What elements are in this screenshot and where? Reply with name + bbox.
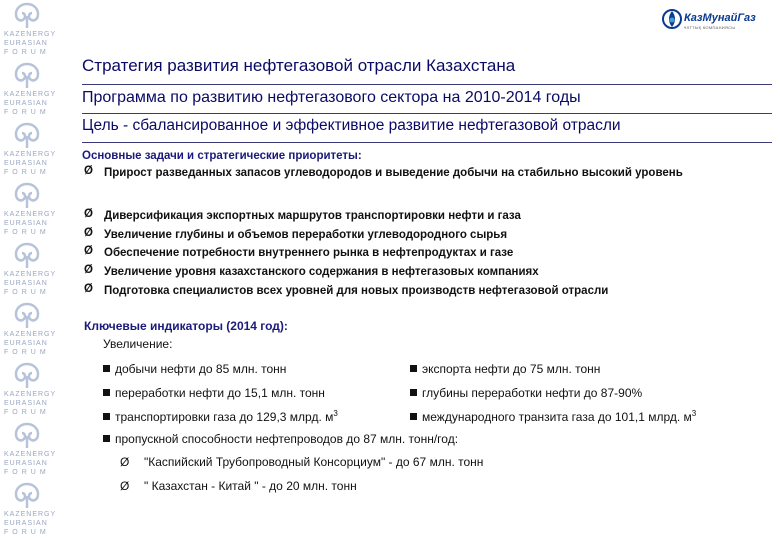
logo-name: КазМунайГаз (684, 12, 756, 24)
arrow-bullet-icon: Ø (84, 283, 93, 295)
task-text: Диверсификация экспортных маршрутов транспортировки нефти и газа (104, 210, 521, 222)
kazenergy-ornament-icon (12, 422, 42, 450)
sidebar-brand-text: EURASIAN (4, 40, 48, 47)
arrow-bullet-icon: Ø (84, 245, 93, 257)
sidebar-brand-text: FORUM (4, 169, 50, 176)
arrow-bullet-icon: Ø (84, 208, 93, 220)
pipeline-item: Ø "Каспийский Трубопроводный Консорциум" - до 67 млн. тонн (120, 455, 484, 469)
indicator-item: международного транзита газа до 101,1 млрд. $м^3$ (410, 409, 696, 424)
sidebar-brand-text: EURASIAN (4, 160, 48, 167)
square-bullet-icon (103, 365, 110, 372)
sidebar-brand-text: FORUM (4, 529, 50, 536)
page-title: Стратегия развития нефтегазовой отрасли Казахстана (82, 56, 516, 75)
task-item (84, 245, 514, 259)
kazenergy-ornament-icon (12, 482, 42, 510)
pipeline-item: Ø " Казахстан - Китай " - до 20 млн. тонн (120, 479, 357, 493)
indicators-heading: Ключевые индикаторы (2014 год): (84, 319, 288, 333)
sidebar-brand-text: EURASIAN (4, 520, 48, 527)
sidebar-brand-text: EURASIAN (4, 280, 48, 287)
kazenergy-forum-tile (4, 362, 60, 420)
kazenergy-forum-tile (4, 62, 60, 120)
kazenergy-forum-tile (4, 422, 60, 480)
kazenergy-ornament-icon (12, 302, 42, 330)
kazenergy-ornament-icon (12, 2, 42, 30)
kazenergy-ornament-icon (12, 62, 42, 90)
indicator-item: переработки нефти до 15,1 млн. тонн (103, 386, 325, 400)
sidebar-brand-text: FORUM (4, 469, 50, 476)
indicator-item: экспорта нефти до 75 млн. тонн (410, 362, 600, 376)
divider (82, 113, 772, 114)
sidebar-brand-text: KAZENERGY (4, 391, 57, 398)
divider (82, 84, 772, 85)
sidebar-brand-text: KAZENERGY (4, 331, 57, 338)
kazenergy-forum-tile (4, 2, 60, 60)
task-item (84, 165, 683, 179)
kazenergy-ornament-icon (12, 362, 42, 390)
sidebar-brand-text: KAZENERGY (4, 151, 57, 158)
task-text: Подготовка специалистов всех уровней для новых производств нефтегазовой отрасли (104, 285, 609, 297)
indicator-item: добычи нефти до 85 млн. тонн (103, 362, 286, 376)
kazenergy-forum-tile (4, 302, 60, 360)
divider (82, 142, 772, 143)
indicators-subheading: Увеличение: (103, 337, 173, 351)
kazenergy-ornament-icon (12, 122, 42, 150)
indicator-item: пропускной способности нефтепроводов до 87 млн. тонн/год: (103, 432, 458, 446)
task-item (84, 227, 508, 241)
sidebar-brand-text: FORUM (4, 229, 50, 236)
indicator-item: глубины переработки нефти до 87-90% (410, 386, 642, 400)
kazenergy-sidebar (0, 0, 64, 540)
square-bullet-icon (103, 413, 110, 420)
kazenergy-ornament-icon (12, 182, 42, 210)
sidebar-brand-text: KAZENERGY (4, 511, 57, 518)
sidebar-brand-text: FORUM (4, 109, 50, 116)
sidebar-brand-text: FORUM (4, 289, 50, 296)
sidebar-brand-text: FORUM (4, 349, 50, 356)
sidebar-brand-text: KAZENERGY (4, 31, 57, 38)
tasks-heading: Основные задачи и стратегические приоритеты: (82, 150, 362, 162)
program-subtitle: Программа по развитию нефтегазового сектора на 2010-2014 годы (82, 89, 581, 106)
arrow-bullet-icon: Ø (84, 227, 93, 239)
task-text: Увеличение глубины и объемов переработки углеводородного сырья (104, 229, 508, 241)
sidebar-brand-text: EURASIAN (4, 340, 48, 347)
kazmunaigaz-emblem-icon (662, 8, 682, 30)
goal-line: Цель - сбалансированное и эффективное развитие нефтегазовой отрасли (82, 117, 621, 134)
sidebar-brand-text: EURASIAN (4, 100, 48, 107)
sidebar-brand-text: KAZENERGY (4, 211, 57, 218)
indicator-item: транспортировки газа до 129,3 млрд. $м^3$ (103, 409, 338, 424)
sidebar-brand-text: FORUM (4, 49, 50, 56)
square-bullet-icon (103, 389, 110, 396)
sidebar-brand-text: KAZENERGY (4, 451, 57, 458)
kazenergy-forum-tile (4, 122, 60, 180)
logo-tagline: ҰЛТТЫҚ КОМПАНИЯСЫ (684, 25, 736, 30)
kazenergy-ornament-icon (12, 242, 42, 270)
sidebar-brand-text: EURASIAN (4, 220, 48, 227)
task-text: Прирост разведанных запасов углеводородов и выведение добычи на стабильно высокий уровень (104, 167, 683, 179)
task-item (84, 208, 521, 222)
kazenergy-forum-tile (4, 482, 60, 540)
kazenergy-forum-tile (4, 182, 60, 240)
sidebar-brand-text: EURASIAN (4, 460, 48, 467)
square-bullet-icon (410, 365, 417, 372)
sidebar-brand-text: EURASIAN (4, 400, 48, 407)
square-bullet-icon (410, 389, 417, 396)
task-item (84, 283, 609, 297)
arrow-bullet-icon: Ø (84, 264, 93, 276)
square-bullet-icon (410, 413, 417, 420)
task-item (84, 264, 539, 278)
sidebar-brand-text: KAZENERGY (4, 271, 57, 278)
kazmunaigaz-logo (662, 8, 774, 36)
sidebar-brand-text: FORUM (4, 409, 50, 416)
task-text: Увеличение уровня казахстанского содержания в нефтегазовых компаниях (104, 266, 539, 278)
task-text: Обеспечение потребности внутреннего рынка в нефтепродуктах и газе (104, 247, 514, 259)
kazenergy-forum-tile (4, 242, 60, 300)
arrow-bullet-icon: Ø (84, 165, 93, 177)
sidebar-brand-text: KAZENERGY (4, 91, 57, 98)
square-bullet-icon (103, 435, 110, 442)
